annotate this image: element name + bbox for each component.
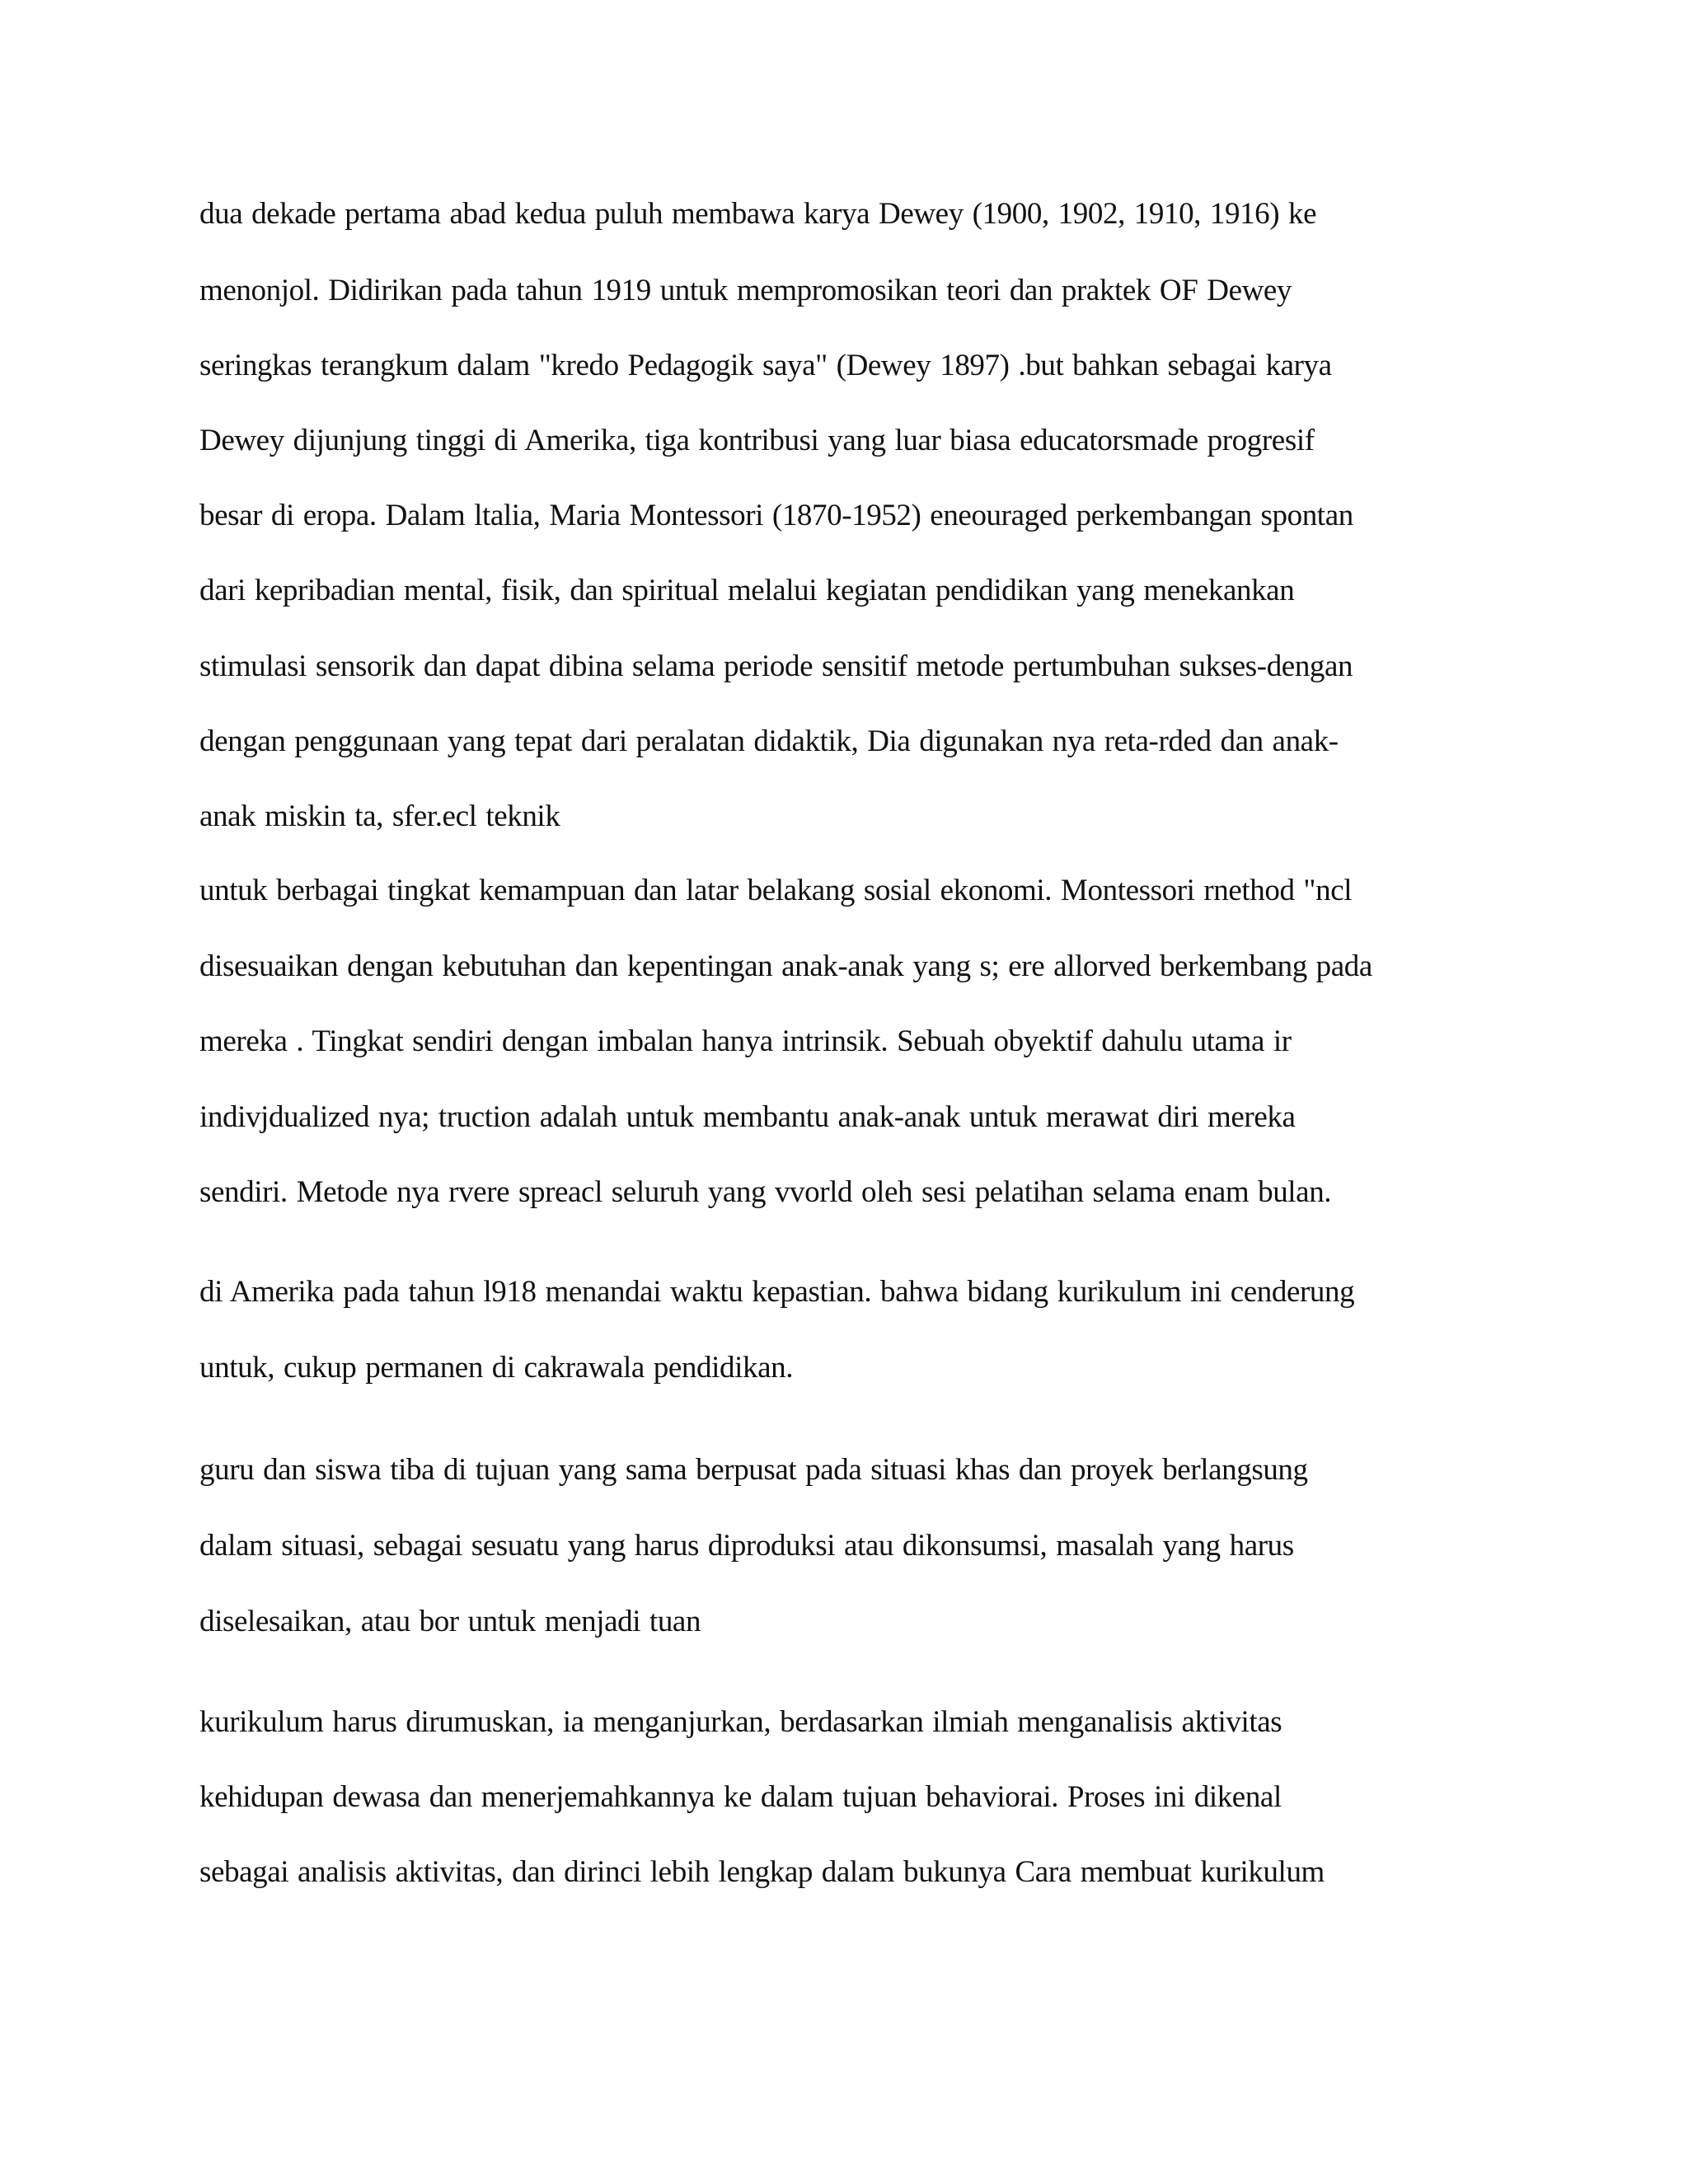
text-line: dua dekade pertama abad kedua puluh membawa karya Dewey (1900, 1902, 1910, 1916) ke	[199, 197, 1317, 231]
text-line: kehidupan dewasa dan menerjemahkannya ke dalam tujuan behaviorai. Proses ini dikenal	[199, 1780, 1282, 1814]
text-line: kurikulum harus dirumuskan, ia menganjurkan, berdasarkan ilmiah menganalisis aktivitas	[199, 1705, 1282, 1739]
text-line: untuk, cukup permanen di cakrawala pendidikan.	[199, 1351, 794, 1385]
text-line: dalam situasi, sebagai sesuatu yang harus diproduksi atau dikonsumsi, masalah yang harus	[199, 1529, 1294, 1563]
text-line: menonjol. Didirikan pada tahun 1919 untuk mempromosikan teori dan praktek OF Dewey	[199, 274, 1292, 307]
text-line: anak miskin ta, sfer.ecl teknik	[199, 799, 560, 833]
text-line: diselesaikan, atau bor untuk menjadi tuan	[199, 1605, 701, 1638]
text-line: mereka . Tingkat sendiri dengan imbalan hanya intrinsik. Sebuah obyektif dahulu utama ir	[199, 1024, 1292, 1058]
text-line: Dewey dijunjung tinggi di Amerika, tiga kontribusi yang luar biasa educatorsmade progresif	[199, 424, 1315, 457]
text-line: untuk berbagai tingkat kemampuan dan latar belakang sosial ekonomi. Montessori rnethod "ncl	[199, 874, 1353, 907]
text-line: di Amerika pada tahun l918 menandai waktu kepastian. bahwa bidang kurikulum ini cenderung	[199, 1275, 1355, 1309]
text-line: besar di eropa. Dalam ltalia, Maria Montessori (1870-1952) eneouraged perkembangan spontan	[199, 499, 1353, 532]
text-line: dari kepribadian mental, fisik, dan spiritual melalui kegiatan pendidikan yang menekankan	[199, 574, 1295, 607]
text-line: dengan penggunaan yang tepat dari peralatan didaktik, Dia digunakan nya reta-rded dan anak-	[199, 724, 1339, 758]
text-line: stimulasi sensorik dan dapat dibina selama periode sensitif metode pertumbuhan sukses-dengan	[199, 649, 1353, 683]
text-line: guru dan siswa tiba di tujuan yang sama berpusat pada situasi khas dan proyek berlangsung	[199, 1453, 1308, 1487]
text-line: disesuaikan dengan kebutuhan dan kepentingan anak-anak yang s; ere allorved berkembang pada	[199, 949, 1372, 983]
text-line: sendiri. Metode nya rvere spreacl seluruh yang vvorld oleh sesi pelatihan selama enam bulan.	[199, 1175, 1332, 1209]
text-line: indivjdualized nya; truction adalah untuk membantu anak-anak untuk merawat diri mereka	[199, 1100, 1296, 1134]
text-line: sebagai analisis aktivitas, dan dirinci lebih lengkap dalam bukunya Cara membuat kurikulum	[199, 1855, 1325, 1889]
text-line: seringkas terangkum dalam "kredo Pedagogik saya" (Dewey 1897) .but bahkan sebagai karya	[199, 349, 1332, 382]
